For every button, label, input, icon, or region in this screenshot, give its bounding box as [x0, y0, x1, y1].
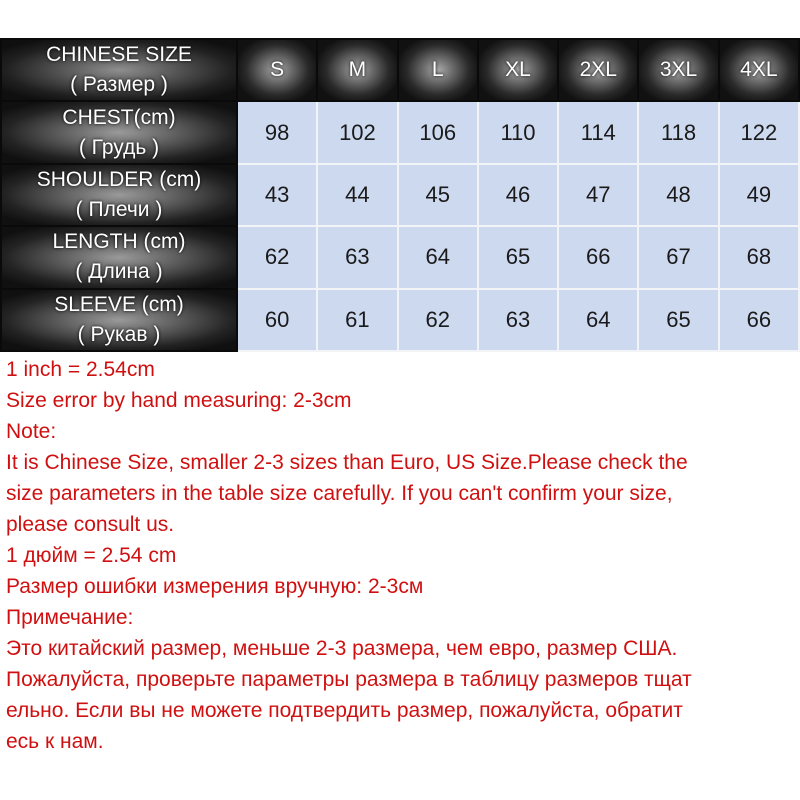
chest-label: CHEST(cm) — [62, 105, 176, 129]
length-value-3xl: 67 — [638, 226, 718, 288]
chinese-size-label: CHINESE SIZE — [46, 43, 192, 67]
shoulder-label-ru: ( Плечи ) — [75, 197, 163, 221]
size-header-xl: XL — [478, 39, 558, 101]
length-value-l: 64 — [398, 226, 478, 288]
sleeve-value-2xl: 64 — [558, 289, 638, 351]
note-line-heading-ru: Примечание: — [6, 606, 134, 629]
chest-value-3xl: 118 — [638, 101, 718, 163]
sleeve-label: SLEEVE (cm) — [54, 292, 184, 316]
table-row-chest — [1, 101, 799, 163]
table-row-sleeve — [1, 289, 799, 351]
length-label-ru: ( Длина ) — [75, 260, 163, 284]
length-value-xl: 65 — [478, 226, 558, 288]
size-header-2xl: 2XL — [558, 39, 638, 101]
shoulder-value-2xl: 47 — [558, 164, 638, 226]
size-notes — [6, 354, 798, 757]
shoulder-value-s: 43 — [237, 164, 317, 226]
length-value-m: 63 — [317, 226, 397, 288]
chest-value-l: 106 — [398, 101, 478, 163]
chest-value-m: 102 — [317, 101, 397, 163]
length-label-cell — [1, 226, 237, 288]
sleeve-label-cell — [1, 289, 237, 351]
shoulder-value-m: 44 — [317, 164, 397, 226]
note-line-chinese-size-1: It is Chinese Size, smaller 2-3 sizes than Euro, US Size.Please check the — [6, 451, 688, 474]
sleeve-value-3xl: 65 — [638, 289, 718, 351]
note-line-chinese-size-3: please consult us. — [6, 513, 175, 536]
size-header-4xl: 4XL — [719, 39, 799, 101]
note-line-inch-ru: 1 дюйм = 2.54 cm — [6, 544, 177, 567]
length-label: LENGTH (cm) — [52, 230, 186, 254]
chinese-size-header-cell — [1, 39, 237, 101]
note-line-heading: Note: — [6, 420, 57, 443]
note-line-error-ru: Размер ошибки измерения вручную: 2-3см — [6, 575, 424, 598]
sleeve-value-l: 62 — [398, 289, 478, 351]
size-header-m: M — [317, 39, 397, 101]
note-line-chinese-size-ru-3: ельно. Если вы не можете подтвердить размер, пожалуйста, обратит — [6, 699, 683, 722]
length-value-2xl: 66 — [558, 226, 638, 288]
note-line-chinese-size-ru-2: Пожалуйста, проверьте параметры размера в таблицу размеров тщат — [6, 668, 692, 691]
sleeve-value-xl: 63 — [478, 289, 558, 351]
sleeve-value-4xl: 66 — [719, 289, 799, 351]
note-line-inch: 1 inch = 2.54cm — [6, 358, 155, 381]
table-header-row — [1, 39, 799, 101]
length-value-4xl: 68 — [719, 226, 799, 288]
table-row-length — [1, 226, 799, 288]
size-header-l: L — [398, 39, 478, 101]
note-line-chinese-size-2: size parameters in the table size carefully. If you can't confirm your size, — [6, 482, 673, 505]
chest-value-xl: 110 — [478, 101, 558, 163]
chest-label-ru: ( Грудь ) — [78, 135, 160, 159]
shoulder-value-3xl: 48 — [638, 164, 718, 226]
shoulder-label: SHOULDER (cm) — [36, 167, 202, 191]
note-line-chinese-size-ru-1: Это китайский размер, меньше 2-3 размера, чем евро, размер США. — [6, 637, 678, 660]
chinese-size-label-ru: ( Размер ) — [70, 73, 168, 97]
table-row-shoulder — [1, 164, 799, 226]
size-header-s: S — [237, 39, 317, 101]
shoulder-label-cell — [1, 164, 237, 226]
shoulder-value-xl: 46 — [478, 164, 558, 226]
chest-value-2xl: 114 — [558, 101, 638, 163]
shoulder-value-l: 45 — [398, 164, 478, 226]
sleeve-value-s: 60 — [237, 289, 317, 351]
shoulder-value-4xl: 49 — [719, 164, 799, 226]
chest-label-cell — [1, 101, 237, 163]
sleeve-value-m: 61 — [317, 289, 397, 351]
size-chart-table — [0, 38, 800, 352]
length-value-s: 62 — [237, 226, 317, 288]
sleeve-label-ru: ( Рукав ) — [77, 322, 161, 346]
size-header-3xl: 3XL — [638, 39, 718, 101]
note-line-error: Size error by hand measuring: 2-3cm — [6, 389, 352, 412]
chest-value-s: 98 — [237, 101, 317, 163]
note-line-chinese-size-ru-4: есь к нам. — [6, 730, 104, 753]
chest-value-4xl: 122 — [719, 101, 799, 163]
